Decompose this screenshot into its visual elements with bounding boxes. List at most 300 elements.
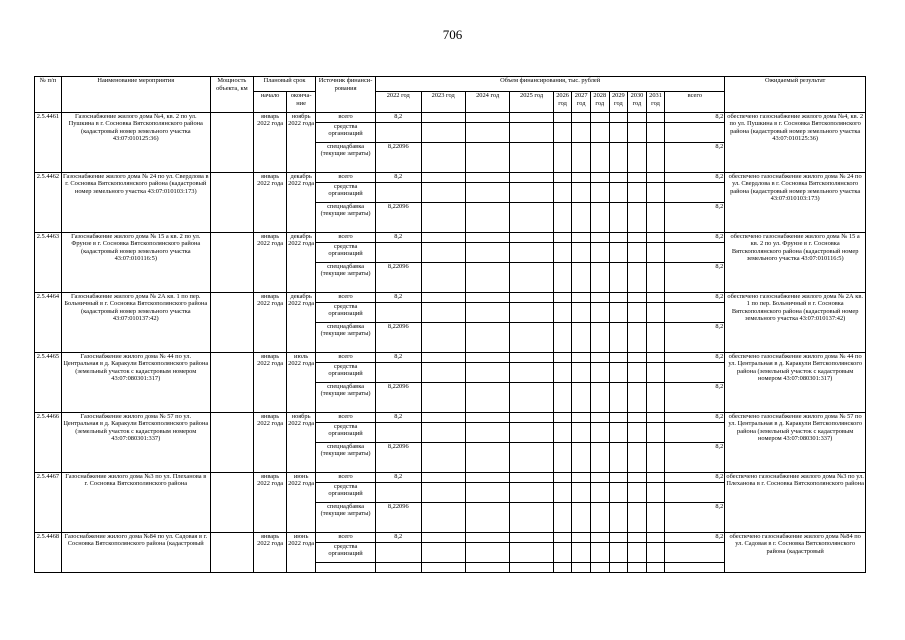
header-year: 2028 год (590, 92, 609, 113)
year-cell (609, 233, 628, 243)
year-cell (609, 483, 628, 503)
year-cell (510, 123, 553, 143)
total-cell (665, 563, 725, 573)
year-cell (609, 123, 628, 143)
value-2022: 8,22096 (376, 203, 421, 233)
year-cell (510, 173, 553, 183)
year-cell (646, 363, 665, 383)
year-cell (609, 303, 628, 323)
source-all: всего (316, 113, 376, 123)
year-cell (421, 363, 465, 383)
value-2022: 8,2 (376, 113, 421, 123)
value-total: 8,2 (665, 503, 725, 533)
year-cell (421, 383, 465, 413)
year-cell (646, 243, 665, 263)
term-end: июнь 2022 года (287, 533, 316, 573)
header-num: № п/п (35, 77, 62, 113)
year-cell (628, 563, 647, 573)
year-cell (646, 543, 665, 563)
year-cell (646, 563, 665, 573)
year-cell (553, 413, 572, 423)
year-cell (510, 533, 553, 543)
term-end: июнь 2022 года (287, 473, 316, 533)
row-number: 2.5.4464 (35, 293, 62, 353)
year-cell (609, 443, 628, 473)
capacity-cell (210, 293, 253, 353)
year-cell (465, 363, 509, 383)
year-cell (572, 363, 591, 383)
header-capacity: Мощность объекта, км (210, 77, 253, 113)
year-cell (646, 503, 665, 533)
source-org: средства организаций (316, 483, 376, 503)
year-cell (590, 173, 609, 183)
year-cell (465, 143, 509, 173)
value-total: 8,2 (665, 113, 725, 123)
year-cell (590, 543, 609, 563)
year-cell (628, 383, 647, 413)
year-cell (572, 353, 591, 363)
year-cell (465, 483, 509, 503)
year-cell (590, 563, 609, 573)
year-cell (590, 363, 609, 383)
year-cell (590, 323, 609, 353)
year-cell (646, 183, 665, 203)
year-cell (421, 543, 465, 563)
source-special: спецнадбавка (текущие затраты) (316, 203, 376, 233)
year-cell (553, 353, 572, 363)
year-cell (553, 203, 572, 233)
year-cell (465, 543, 509, 563)
table-row (35, 413, 866, 423)
value-total: 8,2 (665, 443, 725, 473)
year-cell (465, 563, 509, 573)
year-cell (421, 503, 465, 533)
year-cell (572, 303, 591, 323)
expected-result: обеспечено газоснабжение жилого дома №4, кв. 2 по ул. Пушкина в г. Сосновка Вятскополянского района (кадастровый номер земельного участка 43:07:010125:36) (725, 113, 866, 173)
year-cell (553, 473, 572, 483)
year-cell (553, 173, 572, 183)
year-cell (421, 563, 465, 573)
year-cell (572, 503, 591, 533)
year-cell (572, 543, 591, 563)
header-result: Ожидаемый результат (725, 77, 866, 113)
row-number: 2.5.4463 (35, 233, 62, 293)
year-cell (465, 473, 509, 483)
year-cell (510, 353, 553, 363)
year-cell (609, 503, 628, 533)
year-cell (510, 563, 553, 573)
year-cell (376, 183, 421, 203)
value-2022: 8,2 (376, 473, 421, 483)
year-cell (590, 423, 609, 443)
expected-result: обеспечено газоснабжение жилого дома № 15 а кв. 2 по ул. Фрунзе в г. Сосновка Вятскополянского района (кадастровый номер земельного участка 43:07:010116:5) (725, 233, 866, 293)
measure-name: Газоснабжение жилого дома № 44 по ул. Центральная в д. Каракули Вятскополянского района (земельный участок с кадастровым номером 43:07:080301:317) (61, 353, 210, 413)
year-cell (553, 183, 572, 203)
year-cell (572, 323, 591, 353)
year-cell (590, 293, 609, 303)
value-2022: 8,22096 (376, 443, 421, 473)
year-cell (590, 203, 609, 233)
year-cell (421, 533, 465, 543)
value-total: 8,2 (665, 143, 725, 173)
page-number: 706 (442, 27, 463, 42)
year-cell (421, 173, 465, 183)
year-cell (553, 363, 572, 383)
source-org: средства организаций (316, 363, 376, 383)
year-cell (376, 363, 421, 383)
year-cell (628, 303, 647, 323)
year-cell (609, 143, 628, 173)
year-cell (609, 353, 628, 363)
table-row (35, 473, 866, 483)
year-cell (628, 473, 647, 483)
year-cell (590, 123, 609, 143)
term-start: январь 2022 года (254, 533, 287, 573)
header-year: 2030 год (628, 92, 647, 113)
year-cell (646, 113, 665, 123)
year-cell (421, 263, 465, 293)
year-cell (510, 233, 553, 243)
year-cell (421, 233, 465, 243)
table-row (35, 353, 866, 363)
total-cell (665, 543, 725, 563)
table-row (35, 173, 866, 183)
term-end: ноябрь 2022 года (287, 413, 316, 473)
year-cell (553, 263, 572, 293)
term-start: январь 2022 года (254, 413, 287, 473)
value-2022: 8,2 (376, 353, 421, 363)
source-all: всего (316, 473, 376, 483)
year-cell (609, 423, 628, 443)
table-row (35, 233, 866, 243)
year-cell (646, 203, 665, 233)
year-cell (421, 413, 465, 423)
year-cell (510, 423, 553, 443)
year-cell (465, 323, 509, 353)
year-cell (572, 143, 591, 173)
source-org: средства организаций (316, 243, 376, 263)
year-cell (572, 413, 591, 423)
year-cell (628, 353, 647, 363)
year-cell (421, 203, 465, 233)
year-cell (628, 143, 647, 173)
measure-name: Газоснабжение жилого дома № 15 а кв. 2 по ул. Фрунзе в г. Сосновка Вятскополянского района (кадастровый номер земельного участка 43:07:010116:5) (61, 233, 210, 293)
year-cell (376, 123, 421, 143)
year-cell (646, 233, 665, 243)
source-special: спецнадбавка (текущие затраты) (316, 263, 376, 293)
header-source: Источник финанси-рования (316, 77, 376, 113)
year-cell (465, 443, 509, 473)
source-special: спецнадбавка (текущие затраты) (316, 383, 376, 413)
year-cell (553, 323, 572, 353)
year-cell (421, 473, 465, 483)
total-cell (665, 123, 725, 143)
value-2022: 8,2 (376, 533, 421, 543)
value-total: 8,2 (665, 293, 725, 303)
term-end: декабрь 2022 года (287, 173, 316, 233)
year-cell (646, 423, 665, 443)
row-number: 2.5.4461 (35, 113, 62, 173)
year-cell (646, 173, 665, 183)
year-cell (465, 263, 509, 293)
year-cell (376, 243, 421, 263)
year-cell (646, 143, 665, 173)
year-cell (628, 233, 647, 243)
year-cell (628, 533, 647, 543)
year-cell (646, 383, 665, 413)
year-cell (609, 323, 628, 353)
measure-name: Газоснабжение жилого дома №84 по ул. Садовая в г. Сосновка Вятскополянского района (кадастровый (61, 533, 210, 573)
year-cell (572, 123, 591, 143)
year-cell (553, 113, 572, 123)
year-cell (510, 543, 553, 563)
year-cell (421, 353, 465, 363)
year-cell (465, 503, 509, 533)
term-end: декабрь 2022 года (287, 233, 316, 293)
source-special: спецнадбавка (текущие затраты) (316, 443, 376, 473)
year-cell (421, 443, 465, 473)
source-cell (316, 563, 376, 573)
year-cell (421, 423, 465, 443)
year-cell (465, 243, 509, 263)
year-cell (590, 143, 609, 173)
year-cell (465, 413, 509, 423)
year-cell (553, 123, 572, 143)
source-org: средства организаций (316, 183, 376, 203)
year-cell (510, 483, 553, 503)
year-cell (609, 543, 628, 563)
table-row (35, 293, 866, 303)
year-cell (553, 503, 572, 533)
row-number: 2.5.4467 (35, 473, 62, 533)
year-cell (572, 203, 591, 233)
year-cell (590, 353, 609, 363)
source-all: всего (316, 293, 376, 303)
total-cell (665, 483, 725, 503)
source-all: всего (316, 533, 376, 543)
row-number: 2.5.4468 (35, 533, 62, 573)
year-cell (628, 183, 647, 203)
measure-name: Газоснабжение жилого дома № 57 по ул. Центральная в д. Каракули Вятскополянского района (земельный участок с кадастровым номером 43:07:080301:337) (61, 413, 210, 473)
source-all: всего (316, 233, 376, 243)
year-cell (553, 293, 572, 303)
year-cell (465, 293, 509, 303)
year-cell (465, 123, 509, 143)
header-year: 2026 год (553, 92, 572, 113)
value-total: 8,2 (665, 173, 725, 183)
year-cell (590, 443, 609, 473)
year-cell (646, 443, 665, 473)
year-cell (421, 293, 465, 303)
year-cell (590, 483, 609, 503)
year-cell (465, 353, 509, 363)
value-total: 8,2 (665, 413, 725, 423)
term-end: июль 2022 года (287, 353, 316, 413)
year-cell (646, 123, 665, 143)
year-cell (646, 293, 665, 303)
year-cell (628, 243, 647, 263)
year-cell (510, 243, 553, 263)
year-cell (510, 443, 553, 473)
term-start: январь 2022 года (254, 353, 287, 413)
source-special: спецнадбавка (текущие затраты) (316, 143, 376, 173)
source-all: всего (316, 413, 376, 423)
expected-result: обеспечено газоснабжение жилого дома № 2А кв. 1 по пер. Больничный в г. Сосновка Вятскополянского района (кадастровый номер земельного участка 43:07:010137:42) (725, 293, 866, 353)
year-cell (590, 113, 609, 123)
year-cell (590, 243, 609, 263)
capacity-cell (210, 533, 253, 573)
year-cell (465, 533, 509, 543)
year-cell (553, 383, 572, 413)
source-org: средства организаций (316, 543, 376, 563)
year-cell (510, 363, 553, 383)
year-cell (465, 113, 509, 123)
total-cell (665, 303, 725, 323)
year-cell (590, 533, 609, 543)
header-year: 2031 год (646, 92, 665, 113)
header-term: Плановый срок (254, 77, 316, 92)
year-cell (628, 363, 647, 383)
year-cell (646, 263, 665, 293)
source-org: средства организаций (316, 123, 376, 143)
row-number: 2.5.4462 (35, 173, 62, 233)
header-volume: Объем финансирования, тыс. рублей (376, 77, 725, 92)
year-cell (609, 173, 628, 183)
value-2022: 8,22096 (376, 503, 421, 533)
header-year: 2024 год (465, 92, 509, 113)
year-cell (609, 563, 628, 573)
year-cell (646, 353, 665, 363)
year-cell (609, 383, 628, 413)
year-cell (465, 383, 509, 413)
year-cell (553, 143, 572, 173)
year-cell (628, 263, 647, 293)
year-cell (572, 383, 591, 413)
year-cell (609, 473, 628, 483)
year-cell (572, 263, 591, 293)
header-term-end: оконча-ние (287, 92, 316, 113)
year-cell (465, 203, 509, 233)
year-cell (465, 423, 509, 443)
measure-name: Газоснабжение жилого дома № 2А кв. 1 по пер. Больничный в г. Сосновка Вятскополянского района (кадастровый номер земельного участка 43:07:010137:42) (61, 293, 210, 353)
financing-table (34, 76, 866, 573)
year-cell (553, 443, 572, 473)
year-cell (572, 293, 591, 303)
value-total: 8,2 (665, 473, 725, 483)
year-cell (572, 233, 591, 243)
year-cell (628, 203, 647, 233)
year-cell (572, 533, 591, 543)
year-cell (628, 323, 647, 353)
term-start: январь 2022 года (254, 113, 287, 173)
source-all: всего (316, 173, 376, 183)
expected-result: обеспечено газоснабжение жилого дома №84 по ул. Садовая в г. Сосновка Вятскополянского района (кадастровый (725, 533, 866, 573)
year-cell (609, 203, 628, 233)
value-total: 8,2 (665, 233, 725, 243)
term-start: январь 2022 года (254, 473, 287, 533)
year-cell (421, 303, 465, 323)
total-cell (665, 243, 725, 263)
expected-result: обеспечено газоснабжение жилого дома № 44 по ул. Центральная в д. Каракули Вятскополянского района (земельный участок с кадастровым номером 43:07:080301:317) (725, 353, 866, 413)
year-cell (553, 303, 572, 323)
year-cell (646, 533, 665, 543)
year-cell (572, 473, 591, 483)
year-cell (572, 183, 591, 203)
term-start: январь 2022 года (254, 233, 287, 293)
year-cell (628, 123, 647, 143)
table-row (35, 113, 866, 123)
total-cell (665, 363, 725, 383)
source-all: всего (316, 353, 376, 363)
year-cell (553, 563, 572, 573)
table-row (35, 533, 866, 543)
year-cell (421, 323, 465, 353)
year-cell (376, 543, 421, 563)
capacity-cell (210, 173, 253, 233)
year-cell (646, 473, 665, 483)
value-total: 8,2 (665, 353, 725, 363)
year-cell (510, 263, 553, 293)
header-year: 2022 год (376, 92, 421, 113)
value-total: 8,2 (665, 533, 725, 543)
year-cell (572, 483, 591, 503)
year-cell (572, 113, 591, 123)
source-org: средства организаций (316, 303, 376, 323)
year-cell (609, 363, 628, 383)
year-cell (553, 483, 572, 503)
value-2022: 8,2 (376, 413, 421, 423)
year-cell (510, 293, 553, 303)
year-cell (590, 183, 609, 203)
value-2022: 8,2 (376, 173, 421, 183)
year-cell (510, 113, 553, 123)
year-cell (628, 413, 647, 423)
measure-name: Газоснабжение жилого дома №3 по ул. Плеханова в г. Сосновка Вятскополянского района (61, 473, 210, 533)
capacity-cell (210, 473, 253, 533)
year-cell (421, 113, 465, 123)
year-cell (376, 303, 421, 323)
year-cell (376, 423, 421, 443)
year-cell (421, 183, 465, 203)
row-number: 2.5.4465 (35, 353, 62, 413)
year-cell (628, 543, 647, 563)
total-cell (665, 423, 725, 443)
expected-result: обеспечено газоснабжение жилого дома №3 по ул. Плеханова в г. Сосновка Вятскополянского района (725, 473, 866, 533)
year-cell (628, 113, 647, 123)
row-number: 2.5.4466 (35, 413, 62, 473)
term-end: ноябрь 2022 года (287, 113, 316, 173)
year-cell (421, 123, 465, 143)
year-cell (421, 483, 465, 503)
year-cell (376, 483, 421, 503)
term-start: январь 2022 года (254, 293, 287, 353)
year-cell (465, 303, 509, 323)
value-2022: 8,2 (376, 233, 421, 243)
year-cell (628, 173, 647, 183)
value-2022: 8,22096 (376, 383, 421, 413)
value-total: 8,2 (665, 203, 725, 233)
year-cell (646, 483, 665, 503)
year-cell (590, 503, 609, 533)
year-cell (609, 533, 628, 543)
year-cell (510, 203, 553, 233)
capacity-cell (210, 413, 253, 473)
year-cell (510, 503, 553, 533)
source-special: спецнадбавка (текущие затраты) (316, 323, 376, 353)
year-cell (609, 113, 628, 123)
year-cell (609, 413, 628, 423)
year-cell (590, 383, 609, 413)
